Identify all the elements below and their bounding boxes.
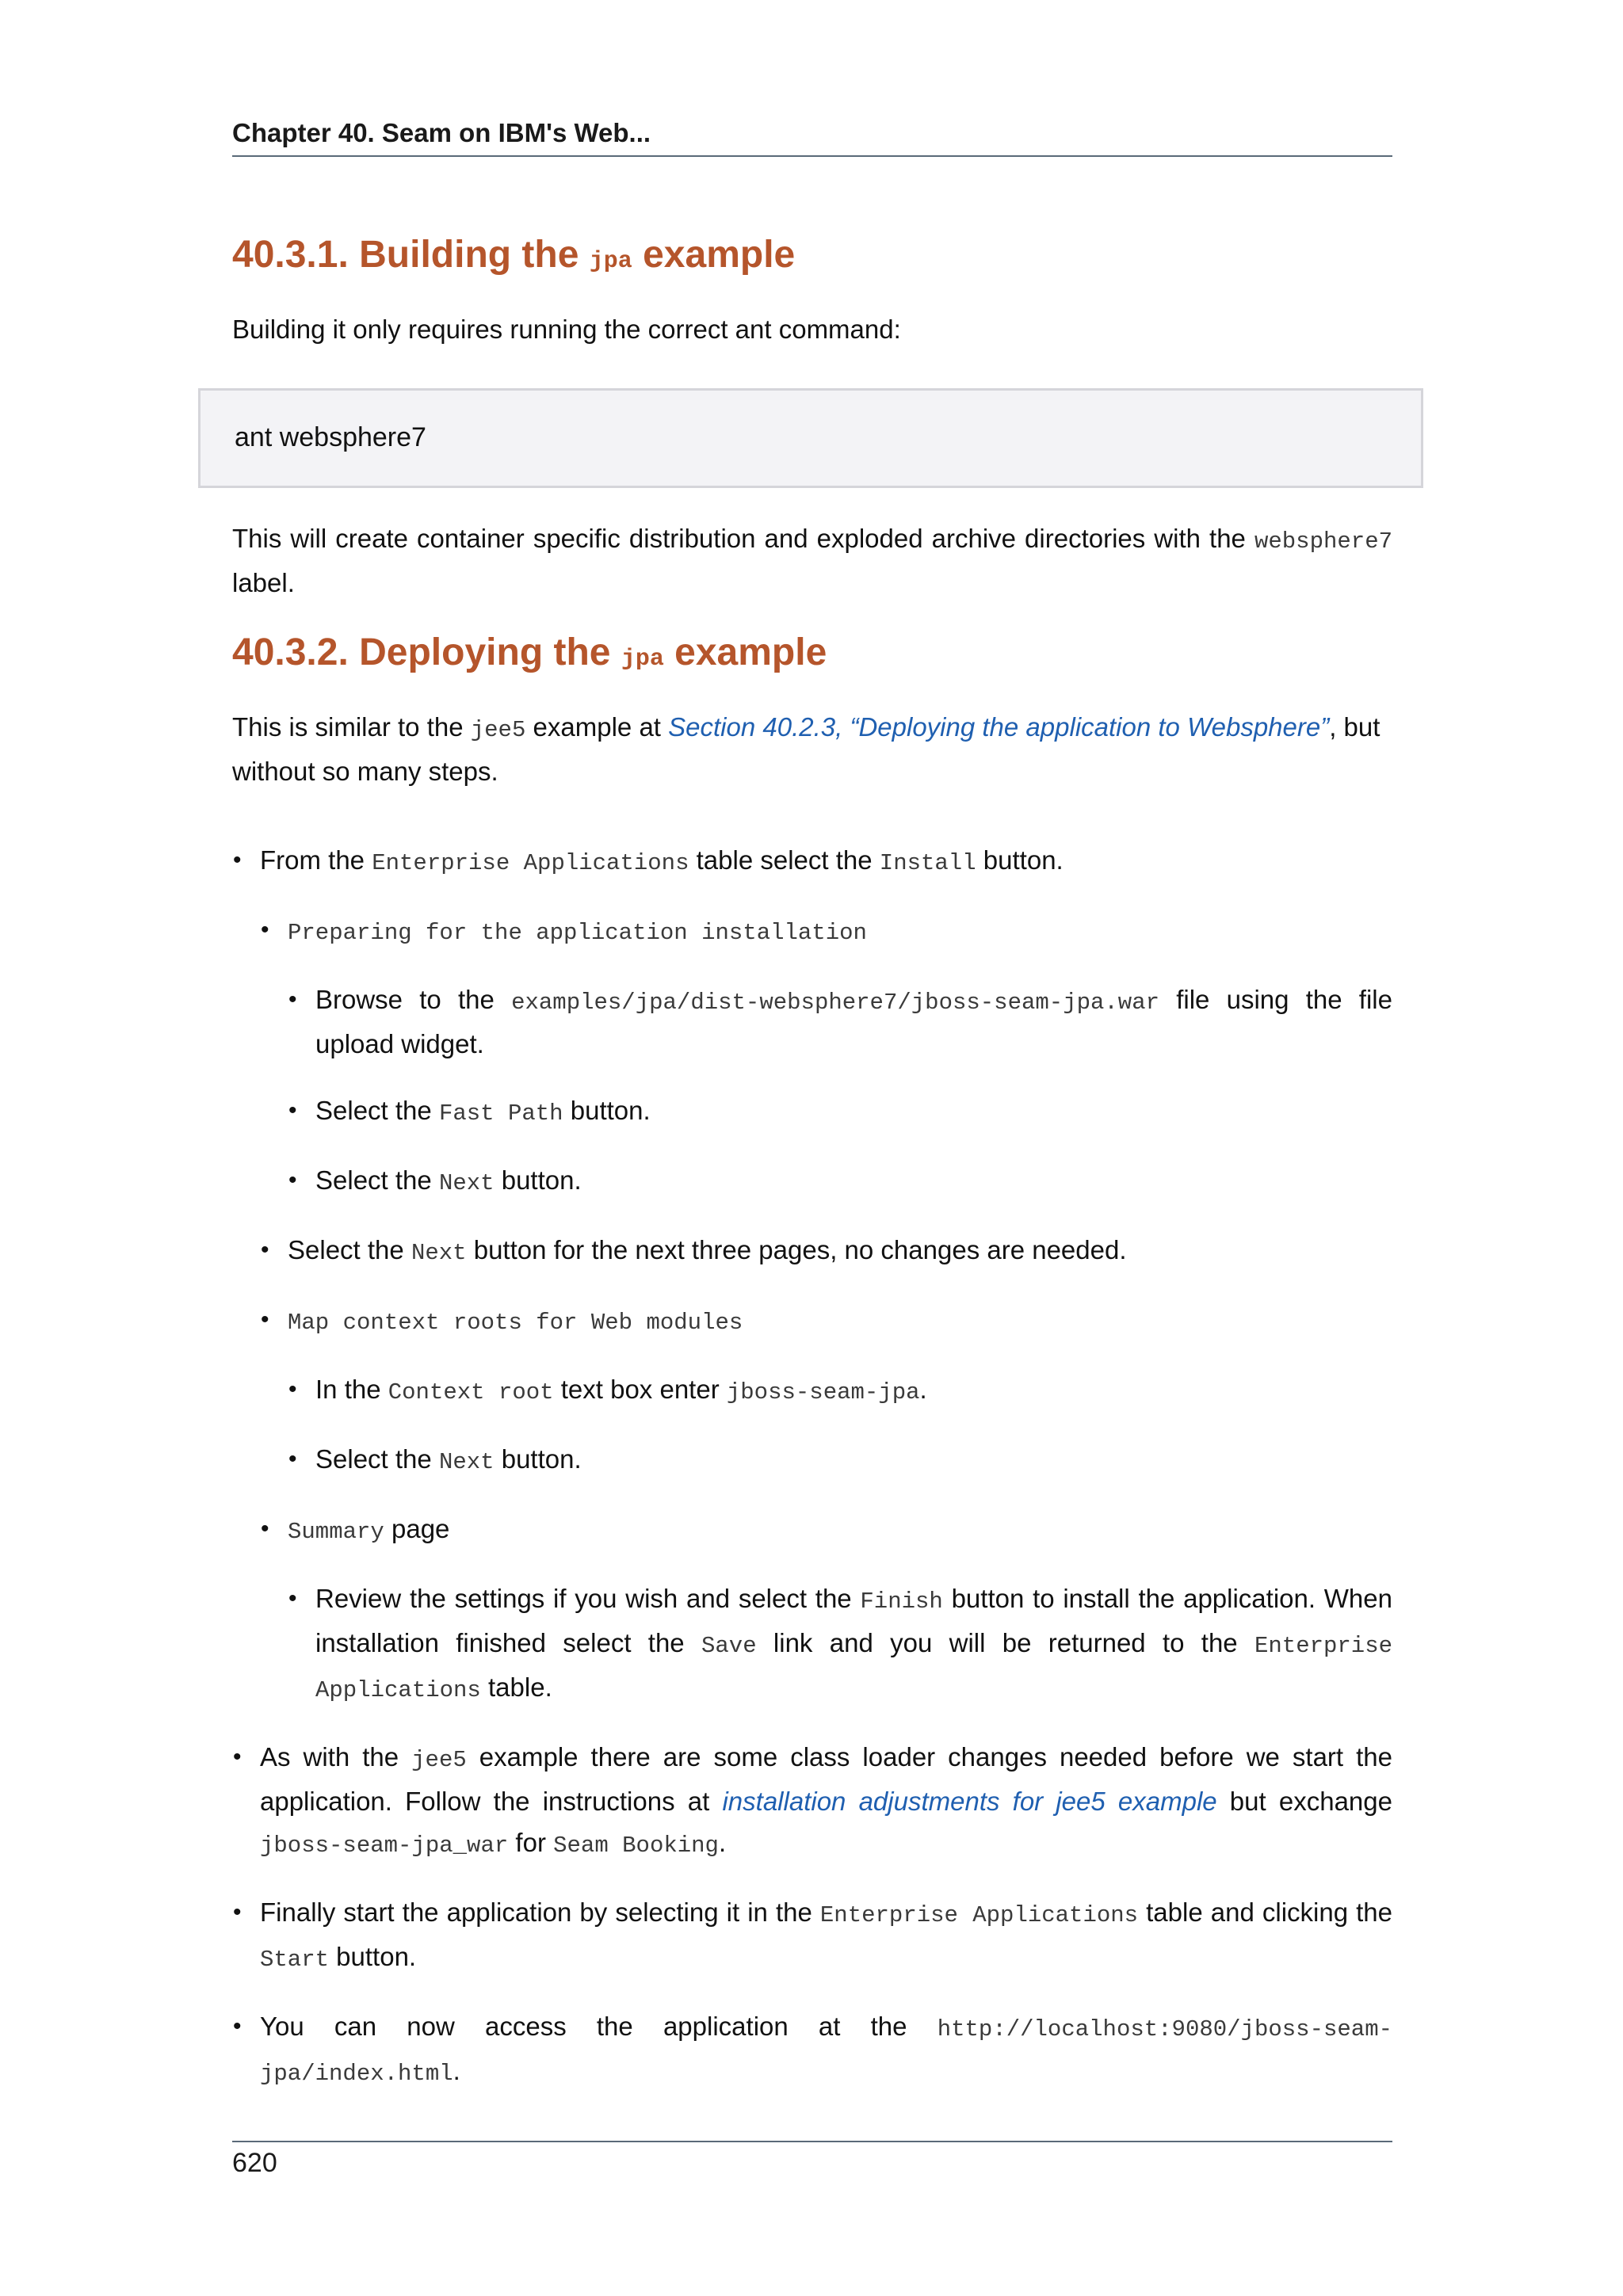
command-text: ant websphere7 <box>235 422 426 452</box>
code-run: Next <box>438 1449 495 1475</box>
step-text <box>260 840 1392 884</box>
code-run: jboss-seam-jpa <box>726 1379 920 1405</box>
code-run: Save <box>701 1633 757 1659</box>
section-title-building <box>232 230 1392 287</box>
bullet-icon: • <box>288 1167 297 1193</box>
text-run: page <box>384 1514 450 1543</box>
code-run: jboss-seam-jpa_war <box>260 1833 509 1859</box>
bullet-icon: • <box>233 1744 242 1770</box>
step-text <box>288 1508 1392 1553</box>
substeps-list <box>288 1369 1392 1483</box>
code-websphere7: websphere7 <box>1254 528 1392 555</box>
text-run: example at <box>525 712 669 742</box>
substeps-list <box>260 910 1392 1711</box>
step-text <box>288 1230 1392 1274</box>
list-item <box>233 1737 1392 1867</box>
code-run: Fast Path <box>438 1100 563 1127</box>
bullet-icon: • <box>288 1446 297 1472</box>
text-run: . <box>453 2056 460 2085</box>
list-item <box>288 1369 1392 1413</box>
step-text <box>260 2006 1392 2095</box>
text-run: text box enter <box>553 1375 727 1404</box>
list-item <box>288 1090 1392 1135</box>
step-text <box>315 1160 1392 1204</box>
code-run: Enterprise Applications <box>372 850 689 876</box>
step-text <box>315 1369 1392 1413</box>
text-run: Select the <box>315 1444 439 1474</box>
code-run: Next <box>411 1240 467 1266</box>
building-result <box>232 518 1392 604</box>
list-item <box>288 1578 1393 1711</box>
deploying-intro <box>232 707 1392 792</box>
running-header: Chapter 40. Seam on IBM's Web... <box>232 118 651 147</box>
code-run: Summary <box>288 1519 384 1545</box>
step-text <box>260 1892 1392 1981</box>
step-text <box>315 1090 1392 1135</box>
text-run: You can now access the application at the <box>260 2012 938 2041</box>
page-number: 620 <box>232 2148 277 2178</box>
list-item <box>233 2006 1392 2095</box>
bullet-icon: • <box>233 847 242 873</box>
step-text <box>315 1578 1392 1711</box>
section-title-code: jpa <box>621 646 664 673</box>
text-run: button. <box>494 1444 582 1474</box>
text-run: example there are some class loader changes needed before we start the application. Follow the instructions at <box>260 1742 1392 1816</box>
text-run: Finally start the application by selecting it in the <box>260 1897 820 1927</box>
bullet-icon: • <box>288 1585 297 1611</box>
text-run: button. <box>329 1942 417 1971</box>
section-title-prefix: 40.3.2. Deploying the <box>232 631 621 673</box>
code-run: jee5 <box>411 1747 467 1773</box>
steps-list <box>232 840 1392 2095</box>
code-jee5: jee5 <box>470 717 526 743</box>
list-item <box>261 1508 1393 1711</box>
bullet-icon: • <box>288 1376 297 1402</box>
bullet-icon: • <box>261 917 269 943</box>
text-run: . <box>718 1828 727 1857</box>
text-run: button. <box>494 1165 582 1195</box>
text-run: This will create container specific distribution and exploded archive directories with the <box>232 524 1254 553</box>
step-text <box>288 910 1392 954</box>
text-run: but exchange <box>1216 1787 1392 1816</box>
page-content <box>232 230 1392 2095</box>
text-run: This is similar to the <box>232 712 471 742</box>
text-run: button. <box>976 845 1064 875</box>
url-text: http://localhost:9080/jboss-seam-jpa/index.html <box>260 2016 1392 2087</box>
code-run: examples/jpa/dist-websphere7/jboss-seam-jpa.war <box>511 990 1160 1016</box>
section-title-suffix: example <box>632 234 796 276</box>
substeps-list <box>288 979 1392 1204</box>
bullet-icon: • <box>288 986 297 1013</box>
code-run: Next <box>438 1170 495 1196</box>
bullet-icon: • <box>261 1516 269 1542</box>
text-run: As with the <box>260 1742 412 1772</box>
step-text <box>315 1439 1392 1483</box>
list-item <box>288 1439 1392 1483</box>
list-item <box>288 979 1392 1065</box>
list-item <box>261 1230 1392 1274</box>
text-run: Select the <box>288 1235 411 1264</box>
step-text <box>260 1737 1392 1867</box>
text-run: button. <box>563 1096 651 1125</box>
list-item <box>233 840 1393 1711</box>
bullet-icon: • <box>233 2013 242 2039</box>
text-run: label. <box>232 568 295 597</box>
text-run: table select the <box>689 845 880 875</box>
section-title-prefix: 40.3.1. Building the <box>232 234 590 276</box>
section-link[interactable]: Section 40.2.3, “Deploying the application to Websphere” <box>668 712 1330 742</box>
text-run: button to install the application. When installation finished select the <box>315 1584 1392 1657</box>
command-box <box>198 388 1423 488</box>
text-run: In the <box>315 1375 388 1404</box>
text-run: Review the settings if you wish and select the <box>315 1584 861 1613</box>
list-item <box>233 1892 1393 1981</box>
code-run: Install <box>879 850 976 876</box>
building-intro: Building it only requires running the correct ant command: <box>232 315 901 344</box>
text-run: Select the <box>315 1096 439 1125</box>
list-item <box>261 1299 1392 1483</box>
text-run: link and you will be returned to the <box>756 1628 1254 1657</box>
section-title-code: jpa <box>589 248 632 275</box>
step-text <box>315 979 1392 1065</box>
text-run: table and clicking the <box>1138 1897 1393 1927</box>
text-run: for <box>508 1828 554 1857</box>
text-run: From the <box>260 845 372 875</box>
text-run: file using the file upload widget. <box>315 985 1392 1058</box>
code-run: Map context roots for Web modules <box>288 1310 743 1336</box>
installation-adjustments-link[interactable]: installation adjustments for jee5 example <box>722 1787 1217 1816</box>
bullet-icon: • <box>261 1306 269 1333</box>
text-run: Select the <box>315 1165 439 1195</box>
code-run: Preparing for the application installation <box>288 920 867 946</box>
text-run: , but without so many steps. <box>232 712 1381 786</box>
bullet-icon: • <box>261 1237 269 1263</box>
text-run: . <box>919 1375 927 1404</box>
code-run: Finish <box>860 1589 943 1615</box>
bullet-icon: • <box>288 1097 297 1123</box>
substeps-list <box>288 1578 1392 1711</box>
header-rule <box>232 155 1392 157</box>
code-run: Enterprise Applications <box>315 1633 1393 1703</box>
list-item <box>261 910 1392 1204</box>
code-run: Seam Booking <box>553 1833 719 1859</box>
section-title-suffix: example <box>663 631 827 673</box>
footer-rule <box>232 2141 1392 2142</box>
text-run: Browse to the <box>315 985 512 1014</box>
section-title-deploying <box>232 627 1392 685</box>
code-run: Enterprise Applications <box>819 1902 1139 1928</box>
code-run: Context root <box>388 1379 554 1405</box>
code-run: Start <box>260 1947 330 1973</box>
step-text <box>288 1299 1392 1344</box>
text-run: button for the next three pages, no changes are needed. <box>466 1235 1127 1264</box>
list-item <box>288 1160 1392 1204</box>
text-run: table. <box>480 1672 552 1702</box>
bullet-icon: • <box>233 1899 242 1925</box>
